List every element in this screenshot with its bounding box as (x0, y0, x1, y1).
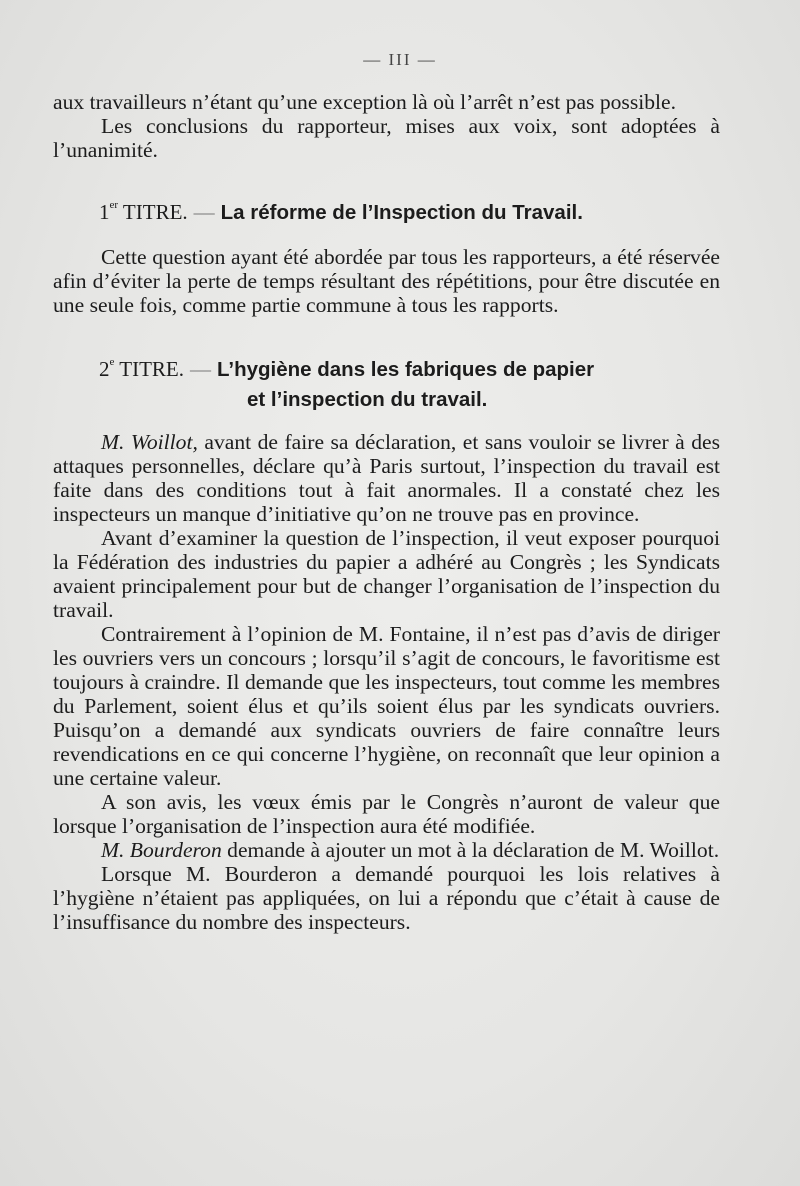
paragraph-text: demande à ajouter un mot à la déclaration de M. Woillot. (221, 838, 720, 862)
paragraph-bourderon (53, 838, 720, 862)
section-title-line1: L’hygiène dans les fabriques de papier (217, 358, 595, 381)
section-heading-1 (53, 198, 720, 227)
body-text (53, 90, 720, 934)
paragraph-lorsque: Lorsque M. Bourderon a demandé pourquoi les lois relatives à l’hygiène n’étaient pas appliquées, on lui a répondu que c’était à cause de l’insuffisance du nombre des inspecteurs. (53, 862, 720, 934)
paragraph-avant: Avant d’examiner la question de l’inspection, il veut exposer pourquoi la Fédération des industries du papier a adhéré au Congrès ; les Syndicats avaient principalement pour but de changer l’organisation de l’inspection du travail. (53, 526, 720, 622)
paragraph-avis: A son avis, les vœux émis par le Congrès n’auront de valeur que lorsque l’organisation de l’inspection aura été modifiée. (53, 790, 720, 838)
section-dash: — (193, 200, 215, 224)
speaker-name: M. Bourderon (101, 838, 222, 862)
paragraph-contrairement: Contrairement à l’opinion de M. Fontaine, il n’est pas d’avis de diriger les ouvriers vers un concours ; lorsqu’il s’agit de concours, le favoritisme est toujours à craindre. Il demande que les inspecteurs, tout comme les membres du Parlement, soient élus et qu’ils soient élus par les syndicats ouvriers. Puisqu’on a demandé aux syndicats ouvriers de faire connaître leurs revendications en ce qui concerne l’hygiène, on reconnaît que leur opinion a une certaine valeur. (53, 622, 720, 790)
paragraph-continuation: aux travailleurs n’étant qu’une exception là où l’arrêt n’est pas possible. (53, 90, 677, 114)
speaker-name: M. Woillot, (101, 430, 198, 454)
section-title: La réforme de l’Inspection du Travail. (220, 201, 583, 224)
section-dash: — (190, 357, 211, 381)
page-number: — III — (363, 50, 437, 69)
section-label: TITRE. (122, 200, 188, 224)
section-number: 2e (99, 356, 115, 381)
section-heading-2 (53, 355, 720, 414)
paragraph-section1: Cette question ayant été abordée par tous les rapporteurs, a été réservée afin d’éviter la perte de temps résultant des répétitions, pour être discutée en une seule fois, comme partie commune à tous les rapports. (53, 245, 720, 317)
section-label: TITRE. (119, 357, 184, 381)
section-title-line2: et l’inspection du travail. (247, 388, 488, 411)
paragraph-conclusions: Les conclusions du rapporteur, mises aux voix, sont adoptées à l’unanimité. (53, 114, 720, 162)
paragraph-text: avant de faire sa déclaration, et sans vouloir se livrer à des attaques personnelles, déclare qu’à Paris surtout, l’inspection du travail est faite dans des conditions tout à fait anormales. Il a constaté chez les inspecteurs un manque d’initiative qu’on ne trouve pas en province. (53, 430, 721, 526)
section-number: 1er (99, 199, 119, 224)
paragraph-woillot (53, 430, 720, 526)
